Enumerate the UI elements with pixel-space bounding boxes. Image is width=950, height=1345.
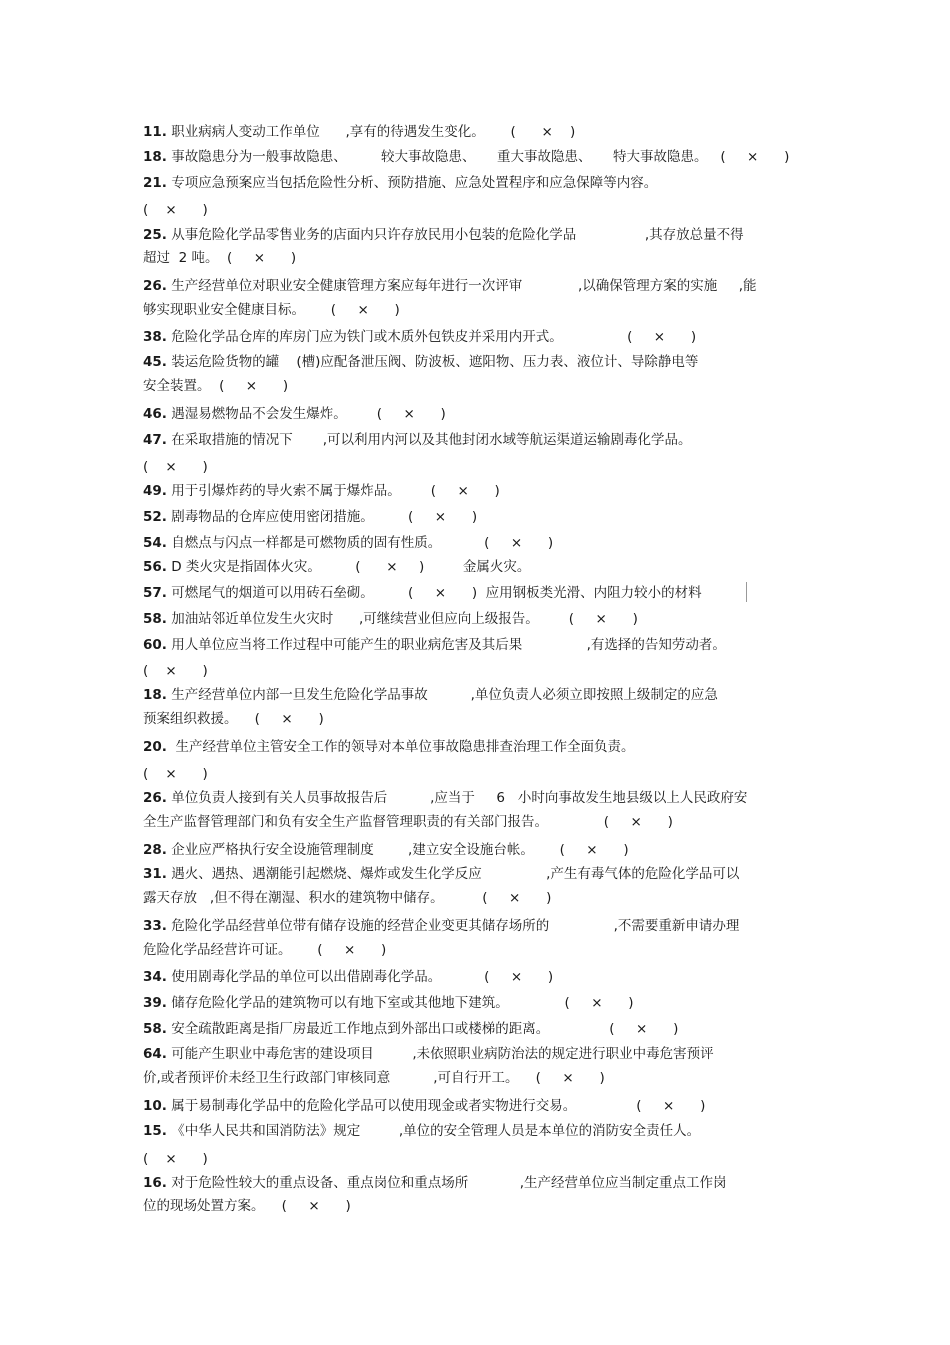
- question-text: 自燃点与闪点一样都是可燃物质的固有性质。 ( × ): [166, 535, 554, 551]
- question-text: 生产经营单位对职业安全健康管理方案应每年进行一次评审 ,以确保管理方案的实施 ,能: [166, 278, 757, 294]
- question-text: 用于引爆炸药的导火索不属于爆炸品。 ( × ): [166, 483, 500, 499]
- question-line: [143, 1197, 351, 1215]
- question-line: [143, 201, 208, 219]
- question-text: 露天存放 ,但不得在潮湿、积水的建筑物中储存。 ( × ): [143, 890, 552, 906]
- question-number: 16.: [143, 1175, 167, 1191]
- question-number: 57.: [143, 585, 167, 601]
- question-text: 危险化学品经营单位带有储存设施的经营企业变更其储存场所的 ,不需要重新申请办理: [166, 918, 740, 934]
- question-line: [143, 458, 208, 476]
- question-text: 可能产生职业中毒危害的建设项目 ,未依照职业病防治法的规定进行职业中毒危害预评: [166, 1046, 714, 1062]
- question-number: 47.: [143, 432, 167, 448]
- question-text: 可燃尾气的烟道可以用砖石垒砌。 ( × ) 应用钢板类光滑、内阻力较小的材料: [166, 585, 702, 601]
- question-line: [143, 174, 657, 192]
- question-line: [143, 636, 726, 654]
- question-text: 在采取措施的情况下 ,可以利用内河以及其他封闭水域等航运渠道运输剧毒化学品。: [166, 432, 692, 448]
- question-line: [143, 662, 208, 680]
- question-number: 11.: [143, 124, 167, 140]
- question-number: 18.: [143, 687, 167, 703]
- question-number: 38.: [143, 329, 167, 345]
- question-line: [143, 405, 446, 423]
- question-line: [143, 1020, 678, 1038]
- question-text: 危险化学品经营许可证。 ( × ): [143, 942, 387, 958]
- question-number: 58.: [143, 611, 167, 627]
- question-line: [143, 482, 500, 500]
- question-line: [143, 865, 739, 883]
- question-line: [143, 301, 400, 319]
- question-text: 危险化学品仓库的库房门应为铁门或木质外包铁皮并采用内开式。 ( × ): [166, 329, 697, 345]
- question-text: 职业病病人变动工作单位 ,享有的待遇发生变化。 ( × ): [166, 124, 576, 140]
- question-text: 加油站邻近单位发生火灾时 ,可继续营业但应向上级报告。 ( × ): [166, 611, 638, 627]
- question-number: 54.: [143, 535, 167, 551]
- question-line: [143, 277, 757, 295]
- question-text: 预案组织救援。 ( × ): [143, 711, 324, 727]
- question-line: [143, 377, 288, 395]
- question-line: [143, 431, 692, 449]
- question-text: 生产经营单位内部一旦发生危险化学品事故 ,单位负责人必须立即按照上级制定的应急: [166, 687, 718, 703]
- question-line: [143, 1122, 700, 1140]
- question-line: [143, 584, 702, 602]
- question-line: [143, 610, 638, 628]
- question-line: [143, 686, 718, 704]
- question-line: [143, 994, 634, 1012]
- question-text: 对于危险性较大的重点设备、重点岗位和重点场所 ,生产经营单位应当制定重点工作岗: [166, 1175, 727, 1191]
- question-text: 安全疏散距离是指厂房最近工作地点到外部出口或楼梯的距离。 ( × ): [166, 1021, 679, 1037]
- question-line: [143, 941, 386, 959]
- question-text: ( × ): [143, 459, 208, 475]
- question-number: 34.: [143, 969, 167, 985]
- question-line: [143, 789, 747, 807]
- question-number: 52.: [143, 509, 167, 525]
- question-text: 全生产监督管理部门和负有安全生产监督管理职责的有关部门报告。 ( × ): [143, 814, 673, 830]
- question-text: 位的现场处置方案。 ( × ): [143, 1198, 351, 1214]
- question-text: 安全装置。 ( × ): [143, 378, 289, 394]
- question-text: ( × ): [143, 202, 208, 218]
- question-text: 单位负责人接到有关人员事故报告后 ,应当于 6 小时向事故发生地县级以上人民政府安: [166, 790, 748, 806]
- question-text: 价,或者预评价未经卫生行政部门审核同意 ,可自行开工。 ( × ): [143, 1070, 605, 1086]
- question-text: 超过 2 吨。 ( × ): [143, 250, 297, 266]
- question-text: D 类火灾是指固体火灾。 ( × ) 金属火灾。: [166, 559, 531, 575]
- question-line: [143, 968, 553, 986]
- question-number: 26.: [143, 278, 167, 294]
- question-line: [143, 558, 530, 576]
- question-number: 20.: [143, 739, 167, 755]
- question-line: [143, 917, 739, 935]
- question-number: 18.: [143, 149, 167, 165]
- question-number: 39.: [143, 995, 167, 1011]
- question-number: 56.: [143, 559, 167, 575]
- question-number: 49.: [143, 483, 167, 499]
- question-text: 储存危险化学品的建筑物可以有地下室或其他地下建筑。 ( × ): [166, 995, 634, 1011]
- question-text: ( × ): [143, 663, 208, 679]
- question-line: [143, 710, 324, 728]
- question-number: 25.: [143, 227, 167, 243]
- question-line: [143, 328, 696, 346]
- question-number: 26.: [143, 790, 167, 806]
- question-number: 58.: [143, 1021, 167, 1037]
- question-line: [143, 1150, 208, 1168]
- question-text: 用人单位应当将工作过程中可能产生的职业病危害及其后果 ,有选择的告知劳动者。: [166, 637, 726, 653]
- question-text: 事故隐患分为一般事故隐患、 较大事故隐患、 重大事故隐患、 特大事故隐患。 ( × ): [166, 149, 790, 165]
- question-text: 剧毒物品的仓库应使用密闭措施。 ( × ): [166, 509, 478, 525]
- question-line: [143, 148, 789, 166]
- question-text: ( × ): [143, 1151, 208, 1167]
- question-text: 够实现职业安全健康目标。 ( × ): [143, 302, 400, 318]
- question-line: [143, 813, 673, 831]
- question-line: [143, 738, 635, 756]
- question-line: [143, 841, 629, 859]
- question-line: [143, 249, 296, 267]
- question-line: [143, 534, 553, 552]
- question-line: [143, 1045, 714, 1063]
- question-line: [143, 226, 744, 244]
- question-text: 使用剧毒化学品的单位可以出借剧毒化学品。 ( × ): [166, 969, 554, 985]
- question-number: 31.: [143, 866, 167, 882]
- question-number: 64.: [143, 1046, 167, 1062]
- question-line: [143, 889, 551, 907]
- margin-divider: [746, 582, 747, 602]
- question-text: 遇湿易燃物品不会发生爆炸。 ( × ): [166, 406, 446, 422]
- question-text: 生产经营单位主管安全工作的领导对本单位事故隐患排查治理工作全面负责。: [166, 739, 635, 755]
- question-line: [143, 765, 208, 783]
- question-number: 15.: [143, 1123, 167, 1139]
- question-text: 《中华人民共和国消防法》规定 ,单位的安全管理人员是本单位的消防安全责任人。: [166, 1123, 701, 1139]
- question-text: 企业应严格执行安全设施管理制度 ,建立安全设施台帐。 ( × ): [166, 842, 629, 858]
- question-text: 从事危险化学品零售业务的店面内只许存放民用小包装的危险化学品 ,其存放总量不得: [166, 227, 744, 243]
- question-line: [143, 1174, 727, 1192]
- question-line: [143, 123, 575, 141]
- question-text: 专项应急预案应当包括危险性分析、预防措施、应急处置程序和应急保障等内容。: [166, 175, 658, 191]
- question-text: 装运危险货物的罐 (槽)应配备泄压阀、防波板、遮阳物、压力表、液位计、导除静电等: [166, 354, 699, 370]
- question-line: [143, 1097, 705, 1115]
- question-text: 属于易制毒化学品中的危险化学品可以使用现金或者实物进行交易。 ( × ): [166, 1098, 706, 1114]
- question-line: [143, 508, 477, 526]
- question-number: 45.: [143, 354, 167, 370]
- question-number: 33.: [143, 918, 167, 934]
- question-line: [143, 353, 698, 371]
- question-text: 遇火、遇热、遇潮能引起燃烧、爆炸或发生化学反应 ,产生有毒气体的危险化学品可以: [166, 866, 740, 882]
- question-line: [143, 1069, 605, 1087]
- question-number: 60.: [143, 637, 167, 653]
- question-number: 10.: [143, 1098, 167, 1114]
- question-text: ( × ): [143, 766, 208, 782]
- question-number: 21.: [143, 175, 167, 191]
- question-number: 46.: [143, 406, 167, 422]
- question-number: 28.: [143, 842, 167, 858]
